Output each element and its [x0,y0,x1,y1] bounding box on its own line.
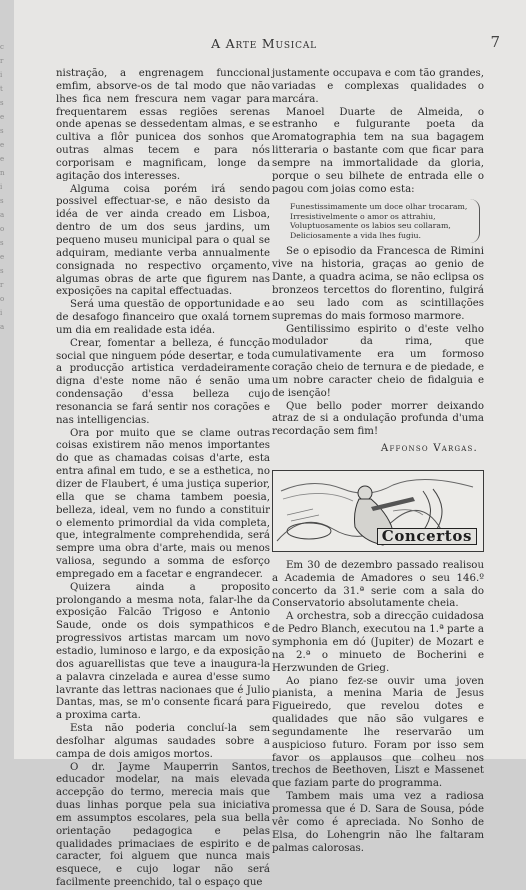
poem-line: Deliciosamente a vida lhes fugiu. [290,230,421,240]
poem-line: Voluptuosamente os labios seu collaram, [290,221,451,231]
poem-brace [470,199,480,243]
paragraph: Se o episodio da Francesca de Rimini vive na historia, graças ao genio de Dante, a quadra acima, se não eclipsa os bronzeos tercettos do florentino, fulgirá ao seu lado com as scintillações supremas do mais formoso marmore. [272,246,484,322]
paragraph: Crear, fomentar a belleza, é funcção social que ninguem póde desertar, e toda a producção artistica verdadeiramente digna d'este nome não é senão uma condensação d'essa belleza cujo resonancia se fará sentir nos corações e nas intelligencias. [56,337,270,426]
right-column-mid-text [272,246,484,439]
paragraph: Manoel Duarte de Almeida, o estranho e fulgurante poeta da Aromatographia tem na sua bagagem litteraria o bastante com que ficar para sempre na immortalidade da gloria, porque o seu bilhete de entrada elle o pagou com joias como esta: [272,106,484,195]
right-column-bottom-text [272,560,484,855]
poem-line: Irresistivelmente o amor os attrahiu, [290,211,436,221]
paragraph: nistração, a engrenagem funccional emfim, absorve-os de tal modo que não lhes fica nem frescura nem vagar para frequentarem essas regiões serenas onde apenas se dessedentam almas, e se cultiva a flôr punicea dos sonhos que outras almas tecem e para nós corporisam e magnificam, longe da agitação dos interesses. [56,68,270,182]
running-header: A Arte Musical [211,36,317,51]
paragraph: Quizera ainda a proposito prolongando a mesma nota, falar-lhe da exposição Falcão Trigoso e Antonio Saude, onde os dois sympathicos e progressivos artistas marcam um novo estadio, luminoso e largo, e da exposição dos aguarellistas que teve a inaugura-la a palavra cinzelada e aurea d'esse sumo lavrante das lettras nacionaes que é Julio Dantas, mas, se m'o consente ficará para a proxima carta. [56,581,270,722]
paragraph: Tambem mais uma vez a radiosa promessa que é D. Sara de Sousa, póde vêr como é apreciada. No Sonho de Elsa, do Lohengrin não lhe faltaram palmas calorosas. [272,791,484,854]
concertos-illustration [272,470,484,552]
paragraph: Que bello poder morrer deixando atraz de si a ondulação profunda d'uma recordação sem fim! [272,400,484,438]
right-column [272,68,484,855]
paragraph: Gentilissimo espirito o d'este velho modulador da rima, que cumulativamente era um formoso coração cheio de ternura e de piedade, e um nobre caracter cheio de fidalguia e de isenção! [272,323,484,399]
paragraph: A orchestra, sob a direcção cuidadosa de Pedro Blanch, executou na 1.ª parte a symphonia em dó (Jupiter) de Mozart e na 2.ª o minueto de Bocherini e Herzwunden de Grieg. [272,611,484,674]
paragraph: Esta não poderia concluí-la sem desfolhar algumas saudades sobre a campa de dois amigos mortos. [56,723,270,760]
paragraph: justamente occupava e com tão grandes, variadas e complexas qualidades o marcára. [272,68,484,105]
paragraph: Em 30 de dezembro passado realisou a Academia de Amadores o seu 146.º concerto da 31.ª serie com a sala do Conservatorio absolutamente cheia. [272,559,484,610]
paragraph: O dr. Jayme Mauperrin Santos, educador modelar, na mais elevada accepção do termo, merecia mais que duas linhas porque pela sua iniciativa em assumptos escolares, pela sua bella orientação pedagogica e pelas qualidades primaciaes de espirito e de caracter, foi alguem que nunca mais esquece, e cujo logar não será facilmente preenchido, tal o espaço que [56,761,270,889]
author-signature: Affonso Vargas. [380,443,478,455]
previous-page-margin-bleed: c r i t s e s e e n i s a o s e s r o i a [0,43,5,331]
quoted-poem [290,202,484,240]
paragraph: Ora por muito que se clame outras coisas existirem não menos importantes do que as chamadas coisas d'arte, esta entra afinal em tudo, e se a esthetica, no dizer de Flaubert, é uma justiça superior, ella que se chama tambem poesia, belleza, ideal, vem no fundo a constituir o elemento primordial da vida completa, que, integralmente comprehendida, será sempre uma obra d'arte, mais ou menos valiosa, segundo a somma de esforço empregado em a facetar e engrandecer. [56,427,270,580]
poem-line: Funestissimamente um doce olhar trocaram, [290,202,468,212]
page-number: 7 [490,33,500,51]
paragraph: Ao piano fez-se ouvir uma joven pianista, a menina Maria de Jesus Figueiredo, que revelou dotes e qualidades que não são vulgares e segundamente lhe reservarão um auspicioso futuro. Foram por isso sem favor os applausos que colheu nos trechos de Beethoven, Liszt e Massenet que faziam parte do programma. [272,675,484,790]
right-column-top-text [272,68,484,196]
left-column [56,68,270,890]
concertos-banner: Concertos [377,528,477,545]
paragraph: Será uma questão de opportunidade e de desafogo financeiro que oxalá tornem um dia em realidade esta idéa. [56,299,270,336]
paragraph: Alguma coisa porém irá sendo possivel effectuar-se, e não desisto da idéa de ver ainda creado em Lisboa, dentro de um dos seus jardins, um pequeno museu municipal para o qual se adquiram, mediante verba annualmente consignada no respectivo orçamento, algumas obras de arte que figurem nas exposições na capital effectuadas. [56,183,270,298]
